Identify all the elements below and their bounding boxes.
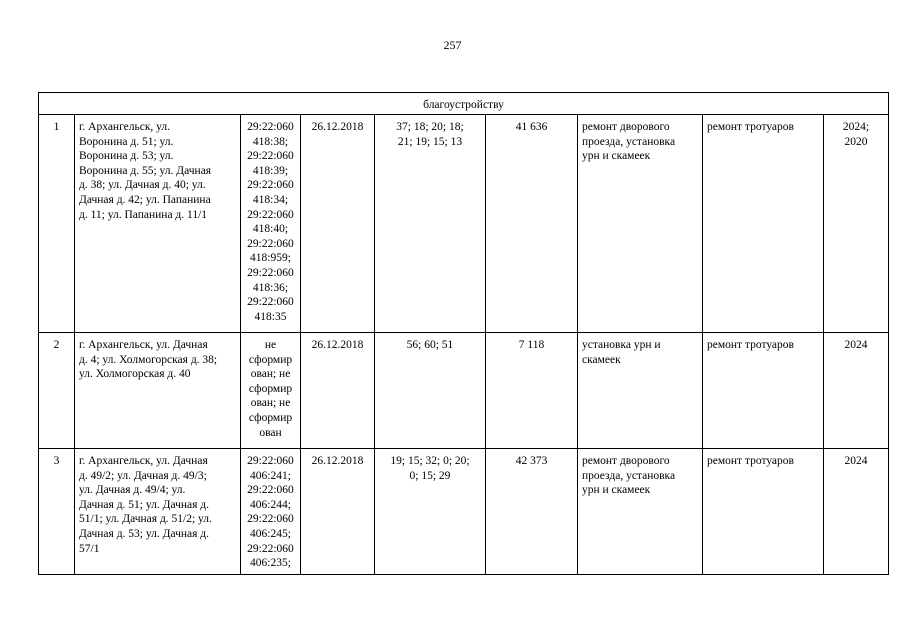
improvement-table [38,92,889,575]
section-header: благоустройству [39,93,889,115]
additional-work-cell: ремонт тротуаров [703,333,824,449]
work-type-cell: установка урн и скамеек [578,333,703,449]
address-cell: г. Архангельск, ул. Дачная д. 4; ул. Холмогорская д. 38; ул. Холмогорская д. 40 [75,333,241,449]
year-cell: 2024; 2020 [824,115,889,333]
work-type-cell: ремонт дворового проезда, установка урн и скамеек [578,449,703,575]
year-cell: 2024 [824,449,889,575]
additional-work-cell: ремонт тротуаров [703,449,824,575]
row-number: 2 [39,333,75,449]
cadastral-number-cell: не сформир ован; не сформир ован; не сформир ован [241,333,301,449]
apartments-cell: 56; 60; 51 [375,333,486,449]
page-number: 257 [443,38,462,52]
area-cell: 42 373 [486,449,578,575]
date-cell: 26.12.2018 [301,449,375,575]
apartments-cell: 19; 15; 32; 0; 20; 0; 15; 29 [375,449,486,575]
cadastral-number-cell: 29:22:060 406:241; 29:22:060 406:244; 29:22:060 406:245; 29:22:060 406:235; [241,449,301,575]
row-number: 3 [39,449,75,575]
section-header-row [39,93,889,115]
year-cell: 2024 [824,333,889,449]
date-cell: 26.12.2018 [301,333,375,449]
row-number: 1 [39,115,75,333]
apartments-cell: 37; 18; 20; 18; 21; 19; 15; 13 [375,115,486,333]
address-cell: г. Архангельск, ул. Воронина д. 51; ул. Воронина д. 53; ул. Воронина д. 55; ул. Дачная д. 38; ул. Дачная д. 40; ул. Дачная д. 42; ул. Папанина д. 11; ул. Папанина д. 11/1 [75,115,241,333]
work-type-cell: ремонт дворового проезда, установка урн и скамеек [578,115,703,333]
additional-work-cell: ремонт тротуаров [703,115,824,333]
date-cell: 26.12.2018 [301,115,375,333]
area-cell: 41 636 [486,115,578,333]
table-row [39,449,889,575]
table-row [39,115,889,333]
address-cell: г. Архангельск, ул. Дачная д. 49/2; ул. Дачная д. 49/3; ул. Дачная д. 49/4; ул. Дачная д. 51; ул. Дачная д. 51/1; ул. Дачная д. 51/2; ул. Дачная д. 53; ул. Дачная д. 57/1 [75,449,241,575]
table-row [39,333,889,449]
area-cell: 7 118 [486,333,578,449]
cadastral-number-cell: 29:22:060 418:38; 29:22:060 418:39; 29:22:060 418:34; 29:22:060 418:40; 29:22:060 418:959; 29:22:060 418:36; 29:22:060 418:35 [241,115,301,333]
